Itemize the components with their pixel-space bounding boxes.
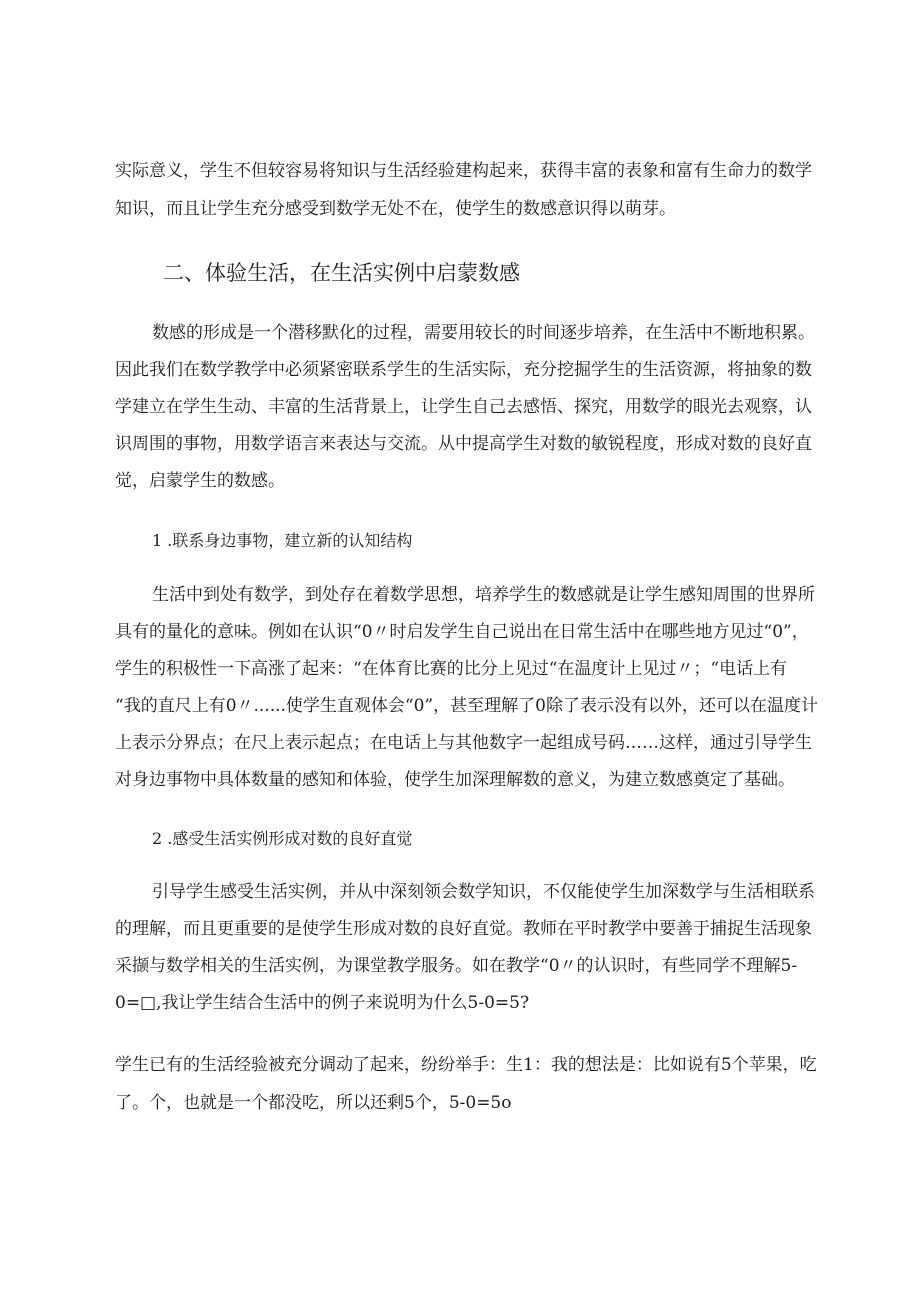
sub1-para-line-2: 具有的量化的意味。例如在认识“0〃时启发学生自己说出在日常生活中在哪些地方见过“0”， (115, 622, 809, 642)
section-para-line-3: 学建立在学生生动、丰富的生活背景上，让学生自己去感悟、探究，用数学的眼光去观察，认 (115, 397, 812, 417)
section-para-line-2: 因此我们在数学教学中必须紧密联系学生的生活实际，充分挖掘学生的生活资源，将抽象的数 (115, 360, 812, 380)
section-para-line-1: 数感的形成是一个潜移默化的过程，需要用较长的时间逐步培养，在生活中不断地积累。 (152, 323, 815, 343)
section-para-line-5: 觉，启蒙学生的数感。 (115, 471, 285, 491)
section-para-line-4: 识周围的事物，用数学语言来表达与交流。从中提高学生对数的敏锐程度，形成对数的良好直 (115, 434, 812, 454)
sub1-para-line-5: 上表示分界点；在尺上表示起点；在电话上与其他数字一起组成号码……这样，通过引导学生 (115, 733, 812, 753)
section-heading: 二、体验生活，在生活实例中启蒙数感 (163, 261, 520, 285)
sub1-para-line-6: 对身边事物中具体数量的感知和体验，使学生加深理解数的意义，为建立数感奠定了基础。 (115, 770, 795, 790)
sub1-para-line-3: 学生的积极性一下高涨了起来：“在体育比赛的比分上见过“在温度计上见过〃；“电话上有 (115, 659, 788, 679)
sub2-para-line-1: 引导学生感受生活实例，并从中深刻领会数学知识，不仅能使学生加深数学与生活相联系 (152, 882, 815, 902)
sub1-para-line-1: 生活中到处有数学，到处存在着数学思想，培养学生的数感就是让学生感知周围的世界所 (152, 585, 815, 605)
intro-line-1: 实际意义，学生不但较容易将知识与生活经验建构起来，获得丰富的表象和富有生命力的数学 (115, 161, 812, 181)
subsection-2-title: 2 .感受生活实例形成对数的良好直觉 (152, 829, 413, 848)
sub2-para-line-4: 0=□,我让学生结合生活中的例子来说明为什么5-0=5? (115, 993, 530, 1013)
sub2-para-line-2: 的理解，而且更重要的是使学生形成对数的良好直觉。教师在平时教学中要善于捕捉生活现象 (115, 919, 812, 939)
intro-line-2: 知识，而且让学生充分感受到数学无处不在，使学生的数感意识得以萌芽。 (115, 199, 676, 219)
sub2-para-line-3: 采撷与数学相关的生活实例，为课堂教学服务。如在教学“0〃的认识时，有些同学不理解5- (115, 956, 798, 976)
final-para-line-2: 了。个，也就是一个都没吃，所以还剩5个，5-0=5o (115, 1093, 512, 1113)
final-para-line-1: 学生已有的生活经验被充分调动了起来，纷纷举手：生1：我的想法是：比如说有5个苹果，吃 (115, 1055, 817, 1075)
subsection-1-title: 1 .联系身边事物，建立新的认知结构 (152, 531, 413, 550)
sub1-para-line-4: “我的直尺上有0〃......使学生直观体会“0”，甚至理解了0除了表示没有以外，还可以在温度计 (115, 696, 818, 716)
